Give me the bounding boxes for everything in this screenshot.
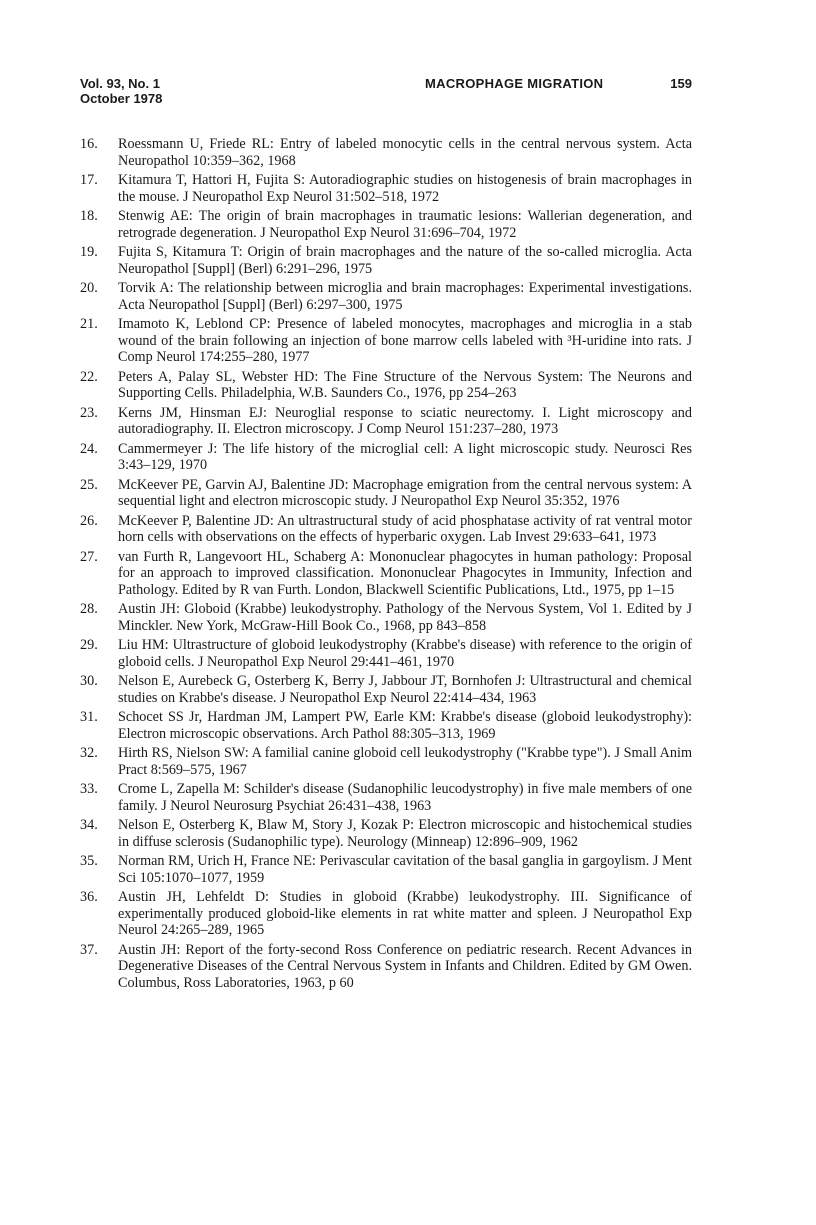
reference-item	[80, 316, 692, 366]
reference-number: 17.	[80, 172, 98, 188]
reference-number: 20.	[80, 280, 98, 296]
reference-text: Imamoto K, Leblond CP: Presence of labeled monocytes, macrophages and microglia in a stab wound of the brain following an injection of bone marrow cells labeled with ³H-uridine into rats. J Comp Neurol 174:255–280, 1977	[118, 316, 692, 365]
reference-text: McKeever PE, Garvin AJ, Balentine JD: Macrophage emigration from the central nervous system: A sequential light and electron microscopic study. J Neuropathol Exp Neurol 35:352, 1976	[118, 476, 692, 509]
reference-number: 25.	[80, 476, 98, 493]
reference-number: 35.	[80, 853, 98, 869]
reference-text: Nelson E, Osterberg K, Blaw M, Story J, Kozak P: Electron microscopic and histochemical studies in diffuse sclerosis (Sudanophilic type). Neurology (Minneap) 12:896–909, 1962	[118, 817, 692, 850]
reference-number: 34.	[80, 817, 98, 833]
reference-text: Kitamura T, Hattori H, Fujita S: Autoradiographic studies on histogenesis of brain macrophages in the mouse. J Neuropathol Exp Neurol 31:502–518, 1972	[118, 172, 692, 205]
reference-text: Liu HM: Ultrastructure of globoid leukodystrophy (Krabbe's disease) with reference to the origin of globoid cells. J Neuropathol Exp Neurol 29:441–461, 1970	[118, 637, 692, 670]
reference-text: Fujita S, Kitamura T: Origin of brain macrophages and the nature of the so-called microglia. Acta Neuropathol [Suppl] (Berl) 6:291–296, 1975	[118, 244, 692, 277]
reference-item	[80, 673, 692, 706]
reference-text: Roessmann U, Friede RL: Entry of labeled monocytic cells in the central nervous system. Acta Neuropathol 10:359–362, 1968	[118, 136, 692, 169]
page-number: 159	[670, 76, 692, 91]
reference-item	[80, 745, 692, 778]
reference-number: 19.	[80, 244, 98, 260]
reference-number: 22.	[80, 368, 98, 385]
reference-number: 18.	[80, 208, 98, 224]
reference-text: Hirth RS, Nielson SW: A familial canine globoid cell leukodystrophy ("Krabbe type"). J Small Anim Pract 8:569–575, 1967	[118, 745, 692, 778]
reference-item	[80, 817, 692, 850]
reference-number: 16.	[80, 136, 98, 152]
reference-text: Austin JH: Globoid (Krabbe) leukodystrophy. Pathology of the Nervous System, Vol 1. Edited by J Minckler. New York, McGraw-Hill Book Co., 1968, pp 843–858	[118, 601, 692, 634]
running-title: MACROPHAGE MIGRATION	[425, 76, 604, 91]
reference-number: 21.	[80, 316, 98, 332]
reference-number: 32.	[80, 745, 98, 761]
reference-text: Austin JH, Lehfeldt D: Studies in globoid (Krabbe) leukodystrophy. III. Significance of experimentally produced globoid-like elements in rat white matter and spleen. J Neuropathol Exp Neurol 24:265–289, 1965	[118, 889, 692, 938]
reference-number: 28.	[80, 601, 98, 617]
reference-item	[80, 709, 692, 742]
reference-text: Kerns JM, Hinsman EJ: Neuroglial response to sciatic neurectomy. I. Light microscopy and autoradiography. II. Electron microscopy. J Comp Neurol 151:237–280, 1973	[118, 404, 692, 437]
reference-text: Austin JH: Report of the forty-second Ross Conference on pediatric research. Recent Advances in Degenerative Diseases of the Central Nervous System in Infants and Children. Edited by GM Owen. Columbus, Ross Laboratories, 1963, p 60	[118, 941, 692, 991]
reference-number: 31.	[80, 709, 98, 725]
reference-item	[80, 136, 692, 169]
reference-text: Peters A, Palay SL, Webster HD: The Fine Structure of the Nervous System: The Neurons and Supporting Cells. Philadelphia, W.B. Saunders Co., 1976, pp 254–263	[118, 368, 692, 401]
reference-item	[80, 369, 692, 402]
reference-text: van Furth R, Langevoort HL, Schaberg A: Mononuclear phagocytes in human pathology: Proposal for an approach to improved classification. Mononuclear Phagocytes in Immunity, Infection and Pathology. Edited by R van Furth. London, Blackwell Scientific Publications, Ltd., 1975, pp 1–15	[118, 548, 692, 598]
reference-number: 33.	[80, 781, 98, 797]
reference-item	[80, 172, 692, 205]
reference-text: Crome L, Zapella M: Schilder's disease (Sudanophilic leucodystrophy) in five male members of one family. J Neurol Neurosurg Psychiat 26:431–438, 1963	[118, 781, 692, 814]
reference-item	[80, 513, 692, 546]
reference-text: Nelson E, Aurebeck G, Osterberg K, Berry J, Jabbour JT, Bornhofen J: Ultrastructural and chemical studies on Krabbe's disease. J Neuropathol Exp Neurol 22:414–434, 1963	[118, 673, 692, 706]
reference-text: Stenwig AE: The origin of brain macrophages in traumatic lesions: Wallerian degeneration, and retrograde degeneration. J Neuropathol Exp Neurol 31:696–704, 1972	[118, 208, 692, 241]
reference-number: 24.	[80, 440, 98, 457]
reference-item	[80, 853, 692, 886]
reference-text: Cammermeyer J: The life history of the microglial cell: A light microscopic study. Neurosci Res 3:43–129, 1970	[118, 440, 692, 473]
reference-item	[80, 781, 692, 814]
reference-item	[80, 889, 692, 939]
reference-list	[80, 136, 692, 994]
reference-item	[80, 208, 692, 241]
issue-info	[80, 76, 162, 106]
reference-item	[80, 405, 692, 438]
reference-item	[80, 601, 692, 634]
reference-text: McKeever P, Balentine JD: An ultrastructural study of acid phosphatase activity of rat ventral motor horn cells with observations on the effects of hyperbaric oxygen. Lab Invest 29:633–641, 1973	[118, 512, 692, 545]
issue-date: October 1978	[80, 91, 163, 106]
reference-item	[80, 441, 692, 474]
reference-number: 37.	[80, 941, 98, 958]
reference-number: 30.	[80, 673, 98, 689]
reference-item	[80, 549, 692, 599]
reference-number: 23.	[80, 404, 98, 421]
reference-number: 26.	[80, 512, 98, 529]
reference-item	[80, 637, 692, 670]
reference-item	[80, 244, 692, 277]
reference-item	[80, 942, 692, 992]
volume-label: Vol. 93, No. 1	[80, 76, 160, 91]
reference-text: Schocet SS Jr, Hardman JM, Lampert PW, Earle KM: Krabbe's disease (globoid leukodystrophy): Electron microscopic observations. Arch Pathol 88:305–313, 1969	[118, 709, 692, 742]
reference-text: Torvik A: The relationship between microglia and brain macrophages: Experimental investigations. Acta Neuropathol [Suppl] (Berl) 6:297–300, 1975	[118, 280, 692, 313]
reference-item	[80, 477, 692, 510]
reference-item	[80, 280, 692, 313]
reference-number: 36.	[80, 889, 98, 905]
reference-number: 29.	[80, 637, 98, 653]
reference-number: 27.	[80, 548, 98, 565]
reference-text: Norman RM, Urich H, France NE: Perivascular cavitation of the basal ganglia in gargoylism. J Ment Sci 105:1070–1077, 1959	[118, 853, 692, 886]
